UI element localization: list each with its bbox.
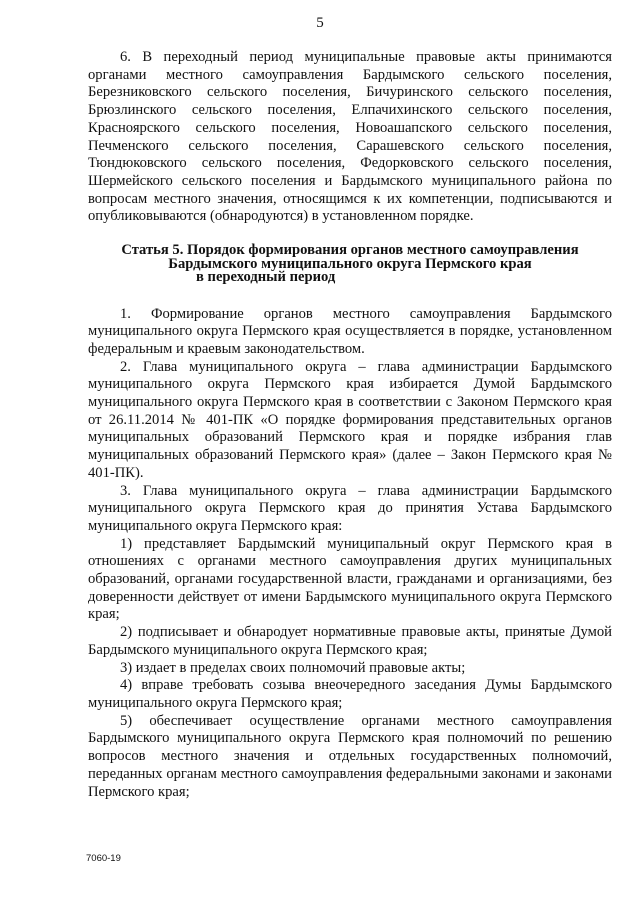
article-heading-line-1: Статья 5. Порядок формирования органов местного самоуправления (121, 242, 579, 259)
paragraph-2: 2. Глава муниципального округа – глава администрации Бардымского муниципального округа Пермского края избирается Думой Бардымского муниципального округа Пермского края в соответствии с Законом Пермского края от 26.11.2014 № 401-ПК «О порядке формирования представительных органов муниципальных образований Пермского края и порядке избрания глав муниципальных образований Пермского края» (далее – Закон Пермского края № 401-ПК). (88, 358, 612, 481)
subitem-4: 4) вправе требовать созыва внеочередного заседания Думы Бардымского муниципального округа Пермского края; (88, 677, 612, 711)
article-heading-line-2: Бардымского муниципального округа Пермского края (168, 255, 532, 272)
article-heading-line-3: в переходный период (196, 269, 336, 286)
subitem-1: 1) представляет Бардымский муниципальный округ Пермского края в отношениях с органами местного самоуправления других муниципальных образований, органами государственной власти, гражданами и организациями, без доверенности действует от имени Бардымского муниципального округа Пермского края; (88, 535, 612, 623)
page-number: 5 (316, 15, 324, 31)
subitem-2: 2) подписывает и обнародует нормативные правовые акты, принятые Думой Бардымского муниципального округа Пермского края; (88, 624, 612, 658)
article-heading (88, 244, 612, 285)
document-code: 7060-19 (86, 853, 121, 864)
subitem-5: 5) обеспечивает осуществление органами местного самоуправления Бардымского муниципального округа Пермского края полномочий по решению вопросов местного значения и отдельных государственных полномочий, переданных органам местного самоуправления федеральными законами и законами Пермского края; (88, 712, 612, 800)
document-body (88, 49, 612, 801)
paragraph-3: 3. Глава муниципального округа – глава администрации Бардымского муниципального округа Пермского края до принятия Устава Бардымского муниципального округа Пермского края: (88, 482, 612, 534)
paragraph-6: 6. В переходный период муниципальные правовые акты принимаются органами местного самоуправления Бардымского сельского поселения, Березниковского сельского поселения, Бичуринского сельского поселения, Брюзлинского сельского поселения, Елпачихинского сельского поселения, Красноярского сельского поселения, Новоашапского сельского поселения, Печменского сельского поселения, Сарашевского сельского поселения, Тюндюковского сельского поселения, Федорковского сельского поселения, Шермейского сельского поселения и Бардымского муниципального района по вопросам местного значения, относящимся к их компетенции, подписываются и опубликовываются (обнародуются) в установленном порядке. (88, 49, 612, 225)
subitem-3: 3) издает в пределах своих полномочий правовые акты; (120, 659, 466, 676)
paragraph-1: 1. Формирование органов местного самоуправления Бардымского муниципального округа Пермского края осуществляется в порядке, установленном федеральным и краевым законодательством. (88, 305, 612, 357)
